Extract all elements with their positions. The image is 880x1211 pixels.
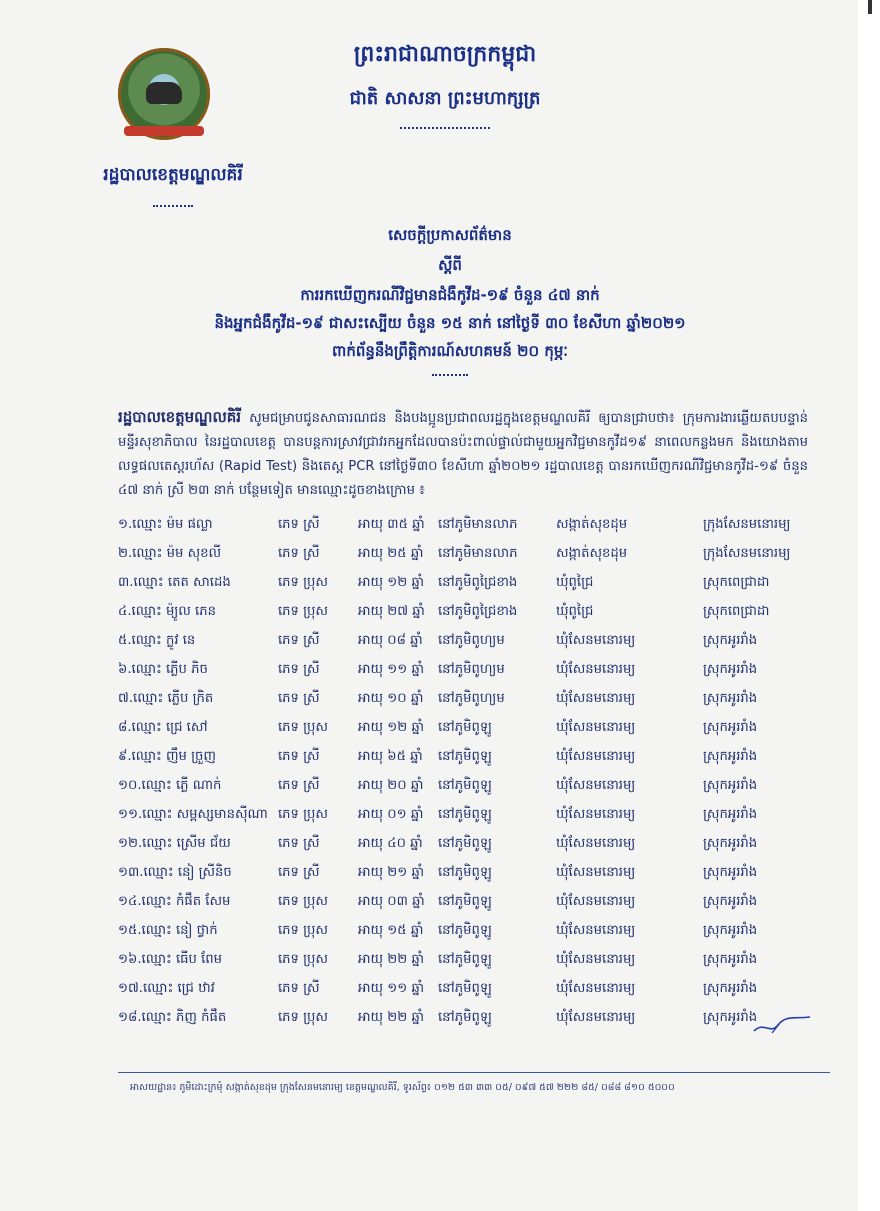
case-name: ១៣.ឈ្មោះ នៀ ស្រីនិច <box>118 865 232 880</box>
case-age: អាយុ ០៨ ឆ្នាំ <box>358 633 423 648</box>
case-row <box>118 715 838 744</box>
case-name: ១០.ឈ្មោះ ភ្លើ ណាក់ <box>118 778 222 793</box>
case-commune: ឃុំសែនមនោរម្យ <box>556 720 636 735</box>
case-row <box>118 918 838 947</box>
case-age: អាយុ ១១ ឆ្នាំ <box>358 662 425 677</box>
case-district: ស្រុកអូររាំង <box>703 778 758 793</box>
case-district: ស្រុកអូររាំង <box>703 807 758 822</box>
case-name: ១៧.ឈ្មោះ ជ្រេ ឋាវ <box>118 981 215 996</box>
title-line-5: ពាក់ព័ន្ធនឹងព្រឹត្តិការណ៍សហគមន៍ ២០ កុម្ភៈ <box>332 342 568 360</box>
case-age: អាយុ ២២ ឆ្នាំ <box>358 1010 425 1025</box>
case-age: អាយុ ៤០ ឆ្នាំ <box>358 836 423 851</box>
case-commune: ឃុំសែនមនោរម្យ <box>556 662 636 677</box>
announcement-paragraph <box>118 405 808 503</box>
issuing-authority <box>78 164 268 211</box>
case-age: អាយុ ១១ ឆ្នាំ <box>358 981 425 996</box>
case-village: នៅភូមិពូជ្រៃខាង <box>438 575 518 590</box>
case-commune: សង្កាត់សុខដុម <box>556 517 628 532</box>
case-age: អាយុ ១២ ឆ្នាំ <box>358 575 425 590</box>
case-sex: ភេទ ស្រី <box>278 865 320 880</box>
case-age: អាយុ ២២ ឆ្នាំ <box>358 952 425 967</box>
case-age: អាយុ ៦៥ ឆ្នាំ <box>358 749 423 764</box>
case-sex: ភេទ ស្រី <box>278 981 320 996</box>
case-commune: ឃុំសែនមនោរម្យ <box>556 981 636 996</box>
case-name: ៤.ឈ្មោះ ម៉្យូល ភេន <box>118 604 216 619</box>
case-commune: ឃុំសែនមនោរម្យ <box>556 749 636 764</box>
page-edge <box>858 0 880 1211</box>
document-title-block <box>60 226 840 380</box>
national-motto: ជាតិ សាសនា ព្រះមហាក្សត្រ <box>349 88 541 109</box>
case-sex: ភេទ ប្រុស <box>278 720 328 735</box>
case-sex: ភេទ ស្រី <box>278 546 320 561</box>
case-age: អាយុ ០១ ឆ្នាំ <box>358 807 424 822</box>
authority-ornament <box>153 205 193 211</box>
case-row <box>118 570 838 599</box>
case-sex: ភេទ ស្រី <box>278 749 320 764</box>
case-district: ស្រុកអូររាំង <box>703 894 758 909</box>
case-list <box>118 512 838 1034</box>
case-sex: ភេទ ប្រុស <box>278 575 328 590</box>
case-district: ស្រុកអូររាំង <box>703 836 758 851</box>
case-commune: ឃុំសែនមនោរម្យ <box>556 1010 636 1025</box>
case-village: នៅភូមិពូឡូ <box>438 836 492 851</box>
case-village: នៅភូមិពូជ្រៃខាង <box>438 604 518 619</box>
case-commune: សង្កាត់សុខដុម <box>556 546 628 561</box>
administration-name: រដ្ឋបាលខេត្តមណ្ឌលគិរី <box>103 165 243 185</box>
case-village: នៅភូមិពូហ្យម <box>438 633 505 648</box>
case-row <box>118 628 838 657</box>
case-district: ស្រុកអូររាំង <box>703 981 758 996</box>
case-name: ១៦.ឈ្មោះ ធើប ពែម <box>118 952 223 967</box>
case-commune: ឃុំសែនមនោរម្យ <box>556 836 636 851</box>
case-village: នៅភូមិពូឡូ <box>438 778 492 793</box>
case-district: ក្រុងសែនមនោរម្យ <box>703 546 791 561</box>
case-district: ស្រុកពេជ្រាដា <box>703 604 770 619</box>
case-commune: ឃុំសែនមនោរម្យ <box>556 923 636 938</box>
case-district: ស្រុកពេជ្រាដា <box>703 575 770 590</box>
case-district: ស្រុកអូររាំង <box>703 923 758 938</box>
case-sex: ភេទ ស្រី <box>278 517 320 532</box>
case-village: នៅភូមិពូឡូ <box>438 749 492 764</box>
case-commune: ឃុំសែនមនោរម្យ <box>556 865 636 880</box>
provincial-emblem-logo <box>118 48 210 140</box>
paragraph-lead: រដ្ឋបាលខេត្តមណ្ឌលគិរី <box>118 408 242 426</box>
case-row <box>118 512 838 541</box>
case-name: ៩.ឈ្មោះ ញឹម ច្រួញ <box>118 749 216 764</box>
footer-divider <box>118 1072 830 1073</box>
case-row <box>118 947 838 976</box>
case-village: នៅភូមិពូឡូ <box>438 981 492 996</box>
case-village: នៅភូមិពូឡូ <box>438 894 492 909</box>
title-line-2: ស្តីពី <box>438 256 462 274</box>
case-district: ស្រុកអូររាំង <box>703 865 758 880</box>
case-age: អាយុ ១០ ឆ្នាំ <box>358 691 424 706</box>
case-village: នៅភូមិមានលាភ <box>438 517 518 532</box>
emblem-ribbon <box>124 126 204 136</box>
case-district: ស្រុកអូររាំង <box>703 691 758 706</box>
case-row <box>118 889 838 918</box>
case-village: នៅភូមិពូហ្យម <box>438 662 505 677</box>
case-commune: ឃុំពូជ្រៃ <box>556 575 594 590</box>
paragraph-text: សូមជម្រាបជូនសាធារណជន និងបងប្អូនប្រជាពលរដ្ឋក្នុងខេត្តមណ្ឌលគិរី ឲ្យបានជ្រាបថា៖ ក្រុមការងារឆ្លើយតបបន្ទាន់មន្ទីរសុខាភិបាល នៃរដ្ឋបាលខេត្ត បានបន្តការស្រាវជ្រាវរកអ្នកដែលបានប៉ះពាល់ផ្ទាល់ជាមួយអ្នកវិជ្ជមានកូវីដ១៩ នាពេលកន្លងមក និងយោងតាមលទ្ធផលតេស្តរហ័ស (Rapid Test) និងតេស្ត PCR នៅថ្ងៃទី៣០ ខែសីហា ឆ្នាំ២០២១ រដ្ឋបាលខេត្ត បានរកឃើញករណីវិជ្ជមានកូវីដ-១៩ ចំនួន ៤៧ នាក់ ស្រី ២៣ នាក់ បន្ថែមទៀត មានឈ្មោះដូចខាងក្រោម ៖ <box>118 411 808 498</box>
case-village: នៅភូមិពូហ្យម <box>438 691 505 706</box>
case-sex: ភេទ ស្រី <box>278 662 320 677</box>
case-age: អាយុ ០៣ ឆ្នាំ <box>358 894 425 909</box>
title-line-1: សេចក្តីប្រកាសព័ត៌មាន <box>388 226 512 244</box>
case-row <box>118 599 838 628</box>
case-commune: ឃុំសែនមនោរម្យ <box>556 894 636 909</box>
case-sex: ភេទ ប្រុស <box>278 807 328 822</box>
case-sex: ភេទ ប្រុស <box>278 894 328 909</box>
case-commune: ឃុំសែនមនោរម្យ <box>556 633 636 648</box>
case-sex: ភេទ ស្រី <box>278 633 320 648</box>
case-name: ៨.ឈ្មោះ ជ្រេ សៅ <box>118 720 208 735</box>
case-name: ៥.ឈ្មោះ ក្លូវ នេ <box>118 633 196 648</box>
case-sex: ភេទ ប្រុស <box>278 923 328 938</box>
case-village: នៅភូមិពូឡូ <box>438 720 492 735</box>
case-row <box>118 541 838 570</box>
title-line-3: ការរកឃើញករណីវិជ្ជមានជំងឺកូវីដ-១៩ ចំនួន ៤៧ នាក់ <box>300 286 600 304</box>
case-sex: ភេទ ប្រុស <box>278 1010 328 1025</box>
case-village: នៅភូមិមានលាភ <box>438 546 518 561</box>
case-commune: ឃុំសែនមនោរម្យ <box>556 952 636 967</box>
case-name: ១៥.ឈ្មោះ នៀ ថ្វាក់ <box>118 923 218 938</box>
case-district: ស្រុកអូររាំង <box>703 1010 758 1025</box>
case-village: នៅភូមិពូឡូ <box>438 807 492 822</box>
case-name: ១២.ឈ្មោះ ស្រើម ជ័យ <box>118 836 231 851</box>
case-commune: ឃុំសែនមនោរម្យ <box>556 807 636 822</box>
case-age: អាយុ ២៥ ឆ្នាំ <box>358 546 424 561</box>
case-sex: ភេទ ប្រុស <box>278 952 328 967</box>
case-row <box>118 686 838 715</box>
footer-address: អាសយដ្ឋាន៖ ភូមិដោះក្រមុំ សង្កាត់សុខដុម ក្រុងសែនមនោរម្យ ខេត្តមណ្ឌលគិរី, ទូរស័ព្ទ៖ ០១២ ៥៣ ៣៣ ០៥/ ០៩៧ ៥៧ ២២២ ៨៥/ ០៨៨ ៨១០ ៥០០០ <box>130 1082 675 1093</box>
case-sex: ភេទ ស្រី <box>278 778 320 793</box>
case-row <box>118 976 838 1005</box>
title-line-4: និងអ្នកជំងឺកូវីដ-១៩ ជាសះស្បើយ ចំនួន ១៥ នាក់ នៅថ្ងៃទី ៣០ ខែសីហា ឆ្នាំ២០២១ <box>214 314 686 332</box>
case-name: ១៤.ឈ្មោះ កំផឹត សែម <box>118 894 231 909</box>
case-district: ស្រុកអូររាំង <box>703 662 758 677</box>
case-village: នៅភូមិពូឡូ <box>438 865 492 880</box>
case-name: ២.ឈ្មោះ ម៉ម សុខលី <box>118 546 222 561</box>
case-name: ១៨.ឈ្មោះ ភិញ កំផឹត <box>118 1010 227 1025</box>
kingdom-title: ព្រះរាជាណាចក្រកម្ពុជា <box>353 42 537 67</box>
case-district: ស្រុកអូររាំង <box>703 633 758 648</box>
case-age: អាយុ ១២ ឆ្នាំ <box>358 720 425 735</box>
header-ornament <box>400 127 490 135</box>
case-age: អាយុ ២០ ឆ្នាំ <box>358 778 424 793</box>
case-commune: ឃុំសែនមនោរម្យ <box>556 778 636 793</box>
case-district: ស្រុកអូររាំង <box>703 749 758 764</box>
case-age: អាយុ ២១ ឆ្នាំ <box>358 865 425 880</box>
kingdom-header <box>300 40 590 135</box>
emblem-animal <box>146 82 182 104</box>
case-age: អាយុ ១៥ ឆ្នាំ <box>358 923 424 938</box>
case-sex: ភេទ ស្រី <box>278 691 320 706</box>
case-commune: ឃុំសែនមនោរម្យ <box>556 691 636 706</box>
case-name: ៣.ឈ្មោះ តេត សាដេង <box>118 575 231 590</box>
case-name: ៦.ឈ្មោះ ភ្លើប ភិច <box>118 662 208 677</box>
case-row <box>118 773 838 802</box>
case-row <box>118 1005 838 1034</box>
case-name: ៧.ឈ្មោះ ភ្លើប ក្រិត <box>118 691 214 706</box>
case-commune: ឃុំពូជ្រៃ <box>556 604 594 619</box>
corner-mark <box>868 0 872 14</box>
case-district: ក្រុងសែនមនោរម្យ <box>703 517 791 532</box>
case-sex: ភេទ ស្រី <box>278 836 320 851</box>
case-district: ស្រុកអូររាំង <box>703 952 758 967</box>
case-row <box>118 860 838 889</box>
title-ornament <box>432 374 468 380</box>
case-age: អាយុ ៣៥ ឆ្នាំ <box>358 517 425 532</box>
case-name: ១.ឈ្មោះ ម៉ម ផល្លា <box>118 517 213 532</box>
case-village: នៅភូមិពូឡូ <box>438 1010 492 1025</box>
case-row <box>118 657 838 686</box>
case-row <box>118 744 838 773</box>
case-age: អាយុ ២៧ ឆ្នាំ <box>358 604 425 619</box>
case-name: ១១.ឈ្មោះ សម្ពស្សមានស៊ីណា <box>118 807 268 822</box>
case-district: ស្រុកអូររាំង <box>703 720 758 735</box>
case-sex: ភេទ ប្រុស <box>278 604 328 619</box>
case-village: នៅភូមិពូឡូ <box>438 952 492 967</box>
case-village: នៅភូមិពូឡូ <box>438 923 492 938</box>
handwritten-initial <box>750 1013 814 1037</box>
case-row <box>118 831 838 860</box>
case-row <box>118 802 838 831</box>
